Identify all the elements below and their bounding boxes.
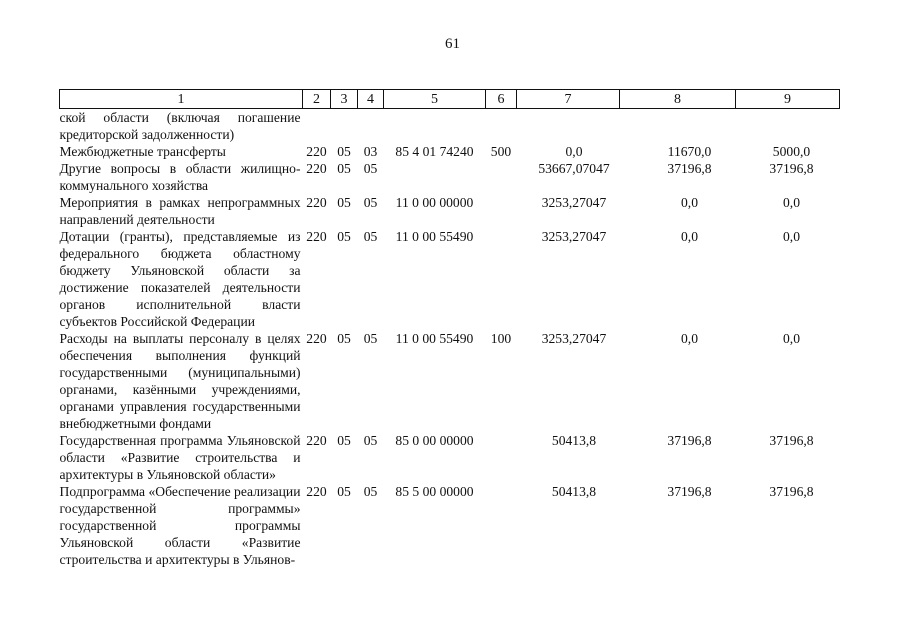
row-description: Дотации (гранты), представляемые из федерального бюджета областному бюджету Ульяновской области за достижение показателей деятельности органов исполнительной власти субъектов Российской Федерации: [59, 229, 301, 329]
cell-expense-type: [486, 194, 517, 228]
col-header-5: 5: [384, 90, 486, 109]
cell-expense-type: [486, 483, 517, 568]
cell-target-article: 11 0 00 55490: [395, 331, 474, 346]
table-row: [60, 160, 840, 194]
cell-amount-2: 0,0: [681, 229, 698, 244]
cell-expense-type: [486, 109, 517, 144]
row-description: Межбюджетные трансферты: [59, 144, 226, 159]
cell-section: 05: [337, 331, 351, 346]
row-description: Подпрограмма «Обеспечение реализации государственной программы» государственной программы Ульяновской области «Развитие строительства и архитектуры в Ульянов-: [59, 484, 301, 567]
cell-ministry-code: 220: [306, 144, 327, 159]
cell-expense-type: [486, 160, 517, 194]
cell-amount-2: 37196,8: [667, 484, 712, 499]
cell-subsection: 05: [363, 331, 378, 346]
cell-subsection: 05: [363, 484, 378, 499]
cell-amount-1: 3253,27047: [541, 331, 607, 346]
table-row: [60, 194, 840, 228]
cell-amount-2: 0,0: [681, 195, 698, 210]
row-description: Мероприятия в рамках непрограммных направлений деятельности: [59, 195, 301, 227]
page-number: 61: [445, 36, 460, 52]
cell-section: [331, 109, 358, 144]
cell-amount-2: 0,0: [681, 331, 698, 346]
cell-ministry-code: 220: [306, 484, 327, 499]
table-row: [60, 483, 840, 568]
col-header-4: 4: [358, 90, 384, 109]
cell-section: 05: [337, 161, 351, 176]
cell-target-article: 11 0 00 55490: [395, 229, 474, 244]
cell-amount-3: 37196,8: [769, 433, 814, 448]
row-description: Расходы на выплаты персоналу в целях обеспечения выполнения функций государственными (муниципальными) органами, казёнными учреждениями, органами управления государственными внебюджетными фондами: [59, 331, 301, 431]
cell-ministry-code: 220: [306, 195, 327, 210]
cell-ministry-code: [303, 109, 331, 144]
cell-section: 05: [337, 433, 351, 448]
cell-amount-3: 0,0: [783, 195, 800, 210]
col-header-3: 3: [331, 90, 358, 109]
row-description: ской области (включая погашение кредиторской задолженности): [59, 110, 301, 142]
cell-target-article: 85 5 00 00000: [395, 484, 474, 499]
cell-expense-type: 100: [490, 331, 512, 346]
cell-amount-2: [620, 109, 736, 144]
cell-amount-3: 0,0: [783, 331, 800, 346]
cell-target-article: [384, 160, 486, 194]
cell-ministry-code: 220: [306, 331, 327, 346]
cell-amount-1: 0,0: [565, 144, 583, 159]
cell-amount-3: 0,0: [783, 229, 800, 244]
cell-amount-1: 3253,27047: [541, 195, 607, 210]
cell-target-article: 85 0 00 00000: [395, 433, 474, 448]
table-row: [60, 109, 840, 144]
cell-expense-type: [486, 228, 517, 330]
cell-subsection: 05: [363, 195, 378, 210]
cell-amount-1: [517, 109, 620, 144]
budget-table: [59, 89, 840, 568]
cell-amount-3: 37196,8: [769, 484, 814, 499]
cell-subsection: 05: [363, 161, 378, 176]
cell-amount-1: 3253,27047: [541, 229, 607, 244]
cell-section: 05: [337, 484, 351, 499]
cell-ministry-code: 220: [306, 433, 327, 448]
cell-amount-2: 37196,8: [667, 161, 712, 176]
cell-target-article: 85 4 01 74240: [395, 144, 474, 159]
header-row: [60, 90, 840, 109]
cell-amount-1: 50413,8: [551, 484, 597, 499]
cell-amount-3: [736, 109, 840, 144]
cell-subsection: 03: [363, 144, 378, 159]
cell-amount-2: 11670,0: [667, 144, 712, 159]
col-header-8: 8: [620, 90, 736, 109]
cell-amount-1: 53667,07047: [538, 161, 610, 176]
cell-subsection: 05: [363, 433, 378, 448]
col-header-1: 1: [60, 90, 303, 109]
cell-subsection: [358, 109, 384, 144]
cell-subsection: 05: [363, 229, 378, 244]
cell-amount-3: 5000,0: [772, 144, 811, 159]
table-row: [60, 143, 840, 160]
table-row: [60, 330, 840, 432]
cell-section: 05: [337, 229, 351, 244]
cell-expense-type: [486, 432, 517, 483]
cell-target-article: 11 0 00 00000: [395, 195, 474, 210]
cell-amount-2: 37196,8: [667, 433, 712, 448]
col-header-7: 7: [517, 90, 620, 109]
cell-section: 05: [337, 195, 351, 210]
table-row: [60, 432, 840, 483]
cell-expense-type: 500: [490, 144, 512, 159]
cell-amount-3: 37196,8: [769, 161, 814, 176]
table-row: [60, 228, 840, 330]
cell-section: 05: [337, 144, 351, 159]
row-description: Другие вопросы в области жилищно-коммунального хозяйства: [59, 161, 301, 193]
row-description: Государственная программа Ульяновской области «Развитие строительства и архитектуры в Ульяновской области»: [59, 433, 301, 482]
col-header-9: 9: [736, 90, 840, 109]
cell-ministry-code: 220: [306, 229, 327, 244]
cell-ministry-code: 220: [306, 161, 327, 176]
col-header-2: 2: [303, 90, 331, 109]
cell-target-article: [384, 109, 486, 144]
col-header-6: 6: [486, 90, 517, 109]
cell-amount-1: 50413,8: [551, 433, 597, 448]
